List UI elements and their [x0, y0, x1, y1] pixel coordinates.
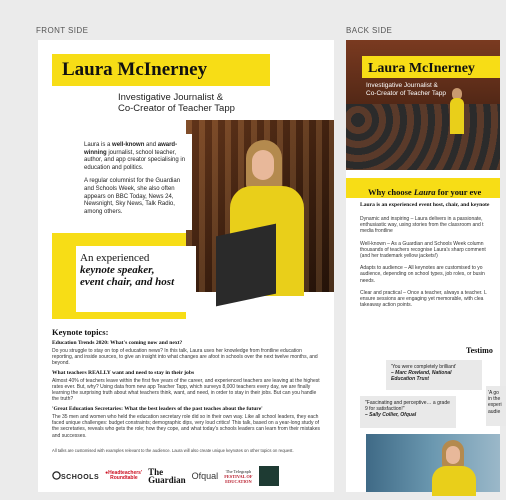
testimonials-heading: Testimo [466, 346, 493, 355]
speaker-event-photo [366, 434, 500, 492]
benefit-paragraph: Clear and practical – Once a teacher, always a teacher. L ensure sessions are engaging yet memorable, with clea takeaway action points. [360, 289, 487, 309]
circle-icon [52, 471, 61, 480]
back-subtitle-line-2: Co-Creator of Teacher Tapp [366, 89, 446, 97]
benefit-paragraph: Dynamic and inspiring – Laura delivers in a passionate, enthusiastic way, using stories from the classroom and t media frontline [360, 216, 484, 235]
topic-body: Do you struggle to stay on top of education news? In this talk, Laura uses her knowledge from frontline education reporting, and inside sources, to give an insight into what changes are afoot in schools over the next twelve months, and beyond. [52, 347, 318, 366]
testimonial-quote: 'A go in the experi audie [486, 386, 506, 426]
benefit-paragraph: Well-known – As a Guardian and Schools Week column thousands of teachers recognise Laura's sharp comment (and her trademark yellow jackets!) [360, 240, 486, 260]
experience-line-1: An experienced [80, 252, 150, 264]
why-choose-bar [346, 178, 500, 198]
keynote-topics-heading: Keynote topics: [52, 327, 109, 337]
testimonial-quote: "Fascinating and perceptive… a grade 9 for satisfaction!" – Sally Collier, Ofqual [360, 396, 456, 428]
ofqual-logo: Ofqual [191, 471, 219, 481]
topic-heading: 'Great Education Secretaries: What the best leaders of the past teaches about the future' [52, 406, 263, 413]
front-page [38, 40, 334, 492]
back-side-label: BACK SIDE [346, 26, 393, 35]
why-choose-heading: Why choose Laura for your eve [368, 187, 482, 197]
front-side-label: FRONT SIDE [36, 26, 89, 35]
back-speaker-name: Laura McInerney [368, 61, 475, 76]
back-subtitle [366, 82, 496, 97]
client-logos [52, 464, 324, 488]
schools-week-logo: SCHOOLS [52, 471, 99, 481]
subtitle-line-1: Investigative Journalist & [118, 92, 224, 103]
benefit-paragraph: Adapts to audience – All keynotes are customised to yo audience, depending on school types, job roles, or busin needs. [360, 265, 485, 284]
speaker-photo [186, 120, 334, 292]
topic-heading: Education Trends 2020: What's coming now and next? [52, 340, 183, 346]
name-banner [52, 54, 270, 86]
back-section-heading: Laura is an experienced event host, chair, and keynote [360, 202, 490, 208]
experience-line-3: event chair, and host [80, 276, 175, 288]
back-benefits [360, 216, 500, 314]
speaker-subtitle [118, 92, 268, 114]
intro-paragraph-2: A regular columnist for the Guardian and Schools Week, she also often appears on BBC Today, News 24, Newsnight, Sky News, Talk Radio, among others. [84, 178, 181, 215]
guardian-logo: The Guardian [148, 467, 186, 485]
subtitle-line-2: Co-Creator of Teacher Tapp [118, 103, 235, 114]
intro-paragraph-1: Laura is a well-known and award-winning journalist, school teacher, author, and app creator specialising in education and politics. [84, 142, 186, 171]
crest-logo-icon [259, 466, 279, 486]
experience-line-2: keynote speaker, [80, 264, 155, 276]
testimonial-quote: 'You were completely brilliant' – Marc Rowland, National Education Trust [386, 360, 482, 390]
headteachers-roundtable-logo: ●Headteachers' Roundtable [105, 469, 143, 481]
telegraph-festival-logo: The Telegraph FESTIVAL OF EDUCATION [224, 468, 253, 484]
experience-box [76, 246, 196, 312]
topic-body: Almost 40% of teachers leave within the first five years of the career, and experienced teachers are leaving at the highest rates ever. But, why? Using data from new app Teacher Tapp, which surveys 8,000 teachers every day, we are finally learning the surprising truth about what teachers think, want, and need, in order to stay in their jobs. But can you handle the truth? [52, 377, 320, 403]
topic-body: The 35 men and women who held the education secretary role did so in their own way. Like all school leaders, they each faced unique challenges: budget constraints; demographic dips, very loud critics! This talk, based on a year-long study of the secretaries, reveals who gets the role; how they cope, and what today's schools leaders can learn from their mistakes and successes. [52, 413, 321, 439]
customisation-note: All talks are customised with examples relevant to the audience. Laura will also create unique keynotes on other topics on request. [52, 448, 294, 453]
back-page [346, 40, 500, 492]
intro-box [76, 134, 192, 230]
back-subtitle-line-1: Investigative Journalist & [366, 82, 438, 89]
speaker-name: Laura McInerney [62, 59, 208, 80]
topic-heading: What teachers REALLY want and need to stay in their jobs [52, 370, 195, 377]
topics-list [52, 340, 322, 443]
back-name-banner [362, 56, 500, 78]
